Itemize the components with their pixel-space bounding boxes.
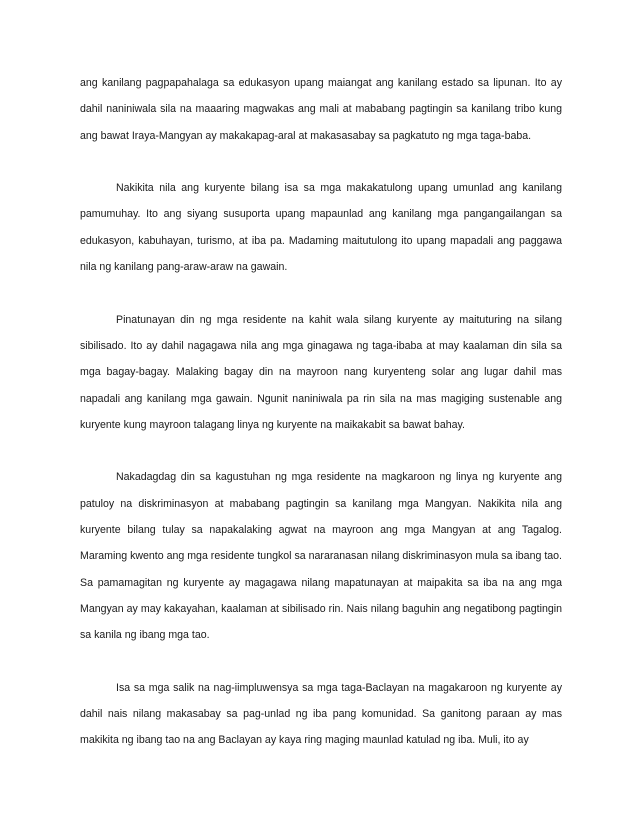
paragraph-2: Nakikita nila ang kuryente bilang isa sa mga makakatulong upang umunlad ang kanilang pamumuhay. Ito ang siyang susuporta upang mapaunlad ang kanilang mga pangangailangan sa edukasyon, kabuhayan, turismo, at iba pa. Madaming maitutulong ito upang mapadali ang paggawa nila ng kanilang pang-araw-araw na gawain. (80, 182, 562, 274)
paragraph-4: Nakadagdag din sa kagustuhan ng mga residente na magkaroon ng linya ng kuryente ang patuloy na diskriminasyon at mababang pagtingin sa kanilang mga Mangyan. Nakikita nila ang kuryente bilang tulay sa napakalaking agwat na mayroon ang mga Mangyan at ang Tagalog. Maraming kwento ang mga residente tungkol sa nararanasan nilang diskriminasyon mula sa ibang tao. Sa pamamagitan ng kuryente ay magagawa nilang mapatunayan at maipakita sa iba na ang mga Mangyan ay may kakayahan, kaalaman at sibilisado rin. Nais nilang baguhin ang negatibong pagtingin sa kanila ng ibang mga tao. (80, 471, 562, 642)
document-body (80, 70, 562, 780)
paragraph-3: Pinatunayan din ng mga residente na kahit wala silang kuryente ay maituturing na silang sibilisado. Ito ay dahil nagagawa nila ang mga ginagawa ng taga-ibaba at may kaalaman din sila sa mga bagay-bagay. Malaking bagay din na mayroon nang kuryenteng solar ang lugar dahil mas napadali ang kanilang mga gawain. Ngunit naniniwala pa rin sila na mas magiging sustenable ang kuryente kung mayroon talagang linya ng kuryente na maikakabit sa bawat bahay. (80, 313, 562, 431)
paragraph-5: Isa sa mga salik na nag-iimpluwensya sa mga taga-Baclayan na magakaroon ng kuryente ay dahil nais nilang makasabay sa pag-unlad ng iba pang komunidad. Sa ganitong paraan ay mas makikita ng ibang tao na ang Baclayan ay kaya ring maging maunlad katulad ng iba. Muli, ito ay (80, 681, 562, 747)
paragraph-1: ang kanilang pagpapahalaga sa edukasyon upang maiangat ang kanilang estado sa lipunan. Ito ay dahil naniniwala sila na maaaring magwakas ang mali at mababang pagtingin sa kanilang tribo kung ang bawat Iraya-Mangyan ay makakapag-aral at makasasabay sa pagkatuto ng mga taga-baba. (80, 77, 562, 142)
